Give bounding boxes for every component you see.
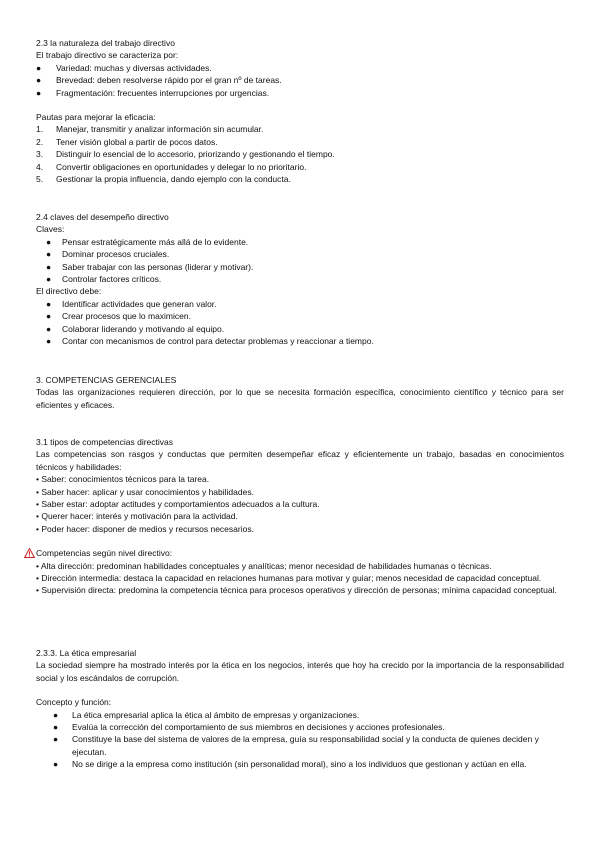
- section-heading: 2.3 la naturaleza del trabajo directivo: [36, 38, 175, 48]
- list-item: ● No se dirige a la empresa como institución (sin personalidad moral), sino a los individuos que gestionan y actúan en ella.: [36, 758, 564, 770]
- bullet-icon: ●: [53, 759, 59, 770]
- section-heading: 2.4 claves del desempeño directivo: [36, 212, 169, 222]
- list-item: ● Crear procesos que lo maximicen.: [36, 310, 564, 322]
- bullet-icon: ●: [53, 709, 59, 720]
- list-item: • Querer hacer: interés y motivación para la actividad.: [36, 511, 238, 522]
- paragraph: Claves:: [36, 224, 65, 235]
- paragraph: Las competencias son rasgos y conductas que permiten desempeñar eficaz y eficientemente un trabajo, basadas en conocimientos técnicos y habilidades:: [36, 449, 564, 472]
- list-item: • Saber: conocimientos técnicos para la tarea.: [36, 474, 210, 485]
- list-item: • Supervisión directa: predomina la competencia técnica para procesos operativos y dirección de personas; mínima capacidad conceptual.: [36, 585, 557, 596]
- paragraph: La sociedad siempre ha mostrado interés por la ética en los negocios, interés que hoy ha crecido por la importancia de la responsabilidad social y los escándalos de corrupción.: [36, 660, 564, 683]
- list-item: • Alta dirección: predominan habilidades conceptuales y analíticas; menor necesidad de habilidades humanas o técnicas.: [36, 560, 492, 571]
- list-item: ● Dominar procesos cruciales.: [36, 248, 564, 260]
- list-item: 5. Gestionar la propia influencia, dando ejemplo con la conducta.: [36, 174, 291, 185]
- list-item: ● Pensar estratégicamente más allá de lo evidente.: [36, 236, 564, 248]
- bullet-icon: ●: [46, 336, 52, 347]
- list-item: • Dirección intermedia: destaca la capacidad en relaciones humanas para motivar y guiar; menos necesidad de capacidad conceptual.: [36, 573, 542, 584]
- list-item: • Saber hacer: aplicar y usar conocimientos y habilidades.: [36, 486, 254, 497]
- section-naturaleza: [36, 37, 564, 185]
- bullet-icon: ●: [46, 274, 52, 285]
- bullet-icon: ●: [36, 75, 42, 86]
- warning-icon: [24, 548, 35, 558]
- bullet-icon: ●: [46, 323, 52, 334]
- bullet-icon: ●: [53, 722, 59, 733]
- list-item: 4. Convertir obligaciones en oportunidades y delegar lo no prioritario.: [36, 161, 307, 172]
- section-competencias: [36, 374, 564, 411]
- list-item: 1. Manejar, transmitir y analizar información sin acumular.: [36, 124, 264, 135]
- list-item: ● Saber trabajar con las personas (liderar y motivar).: [36, 261, 564, 273]
- bullet-icon: ●: [46, 298, 52, 309]
- bullet-icon: ●: [36, 87, 42, 98]
- list-item: ● Identificar actividades que generan valor.: [36, 298, 564, 310]
- section-tipos-competencias: [36, 436, 564, 597]
- paragraph: Competencias según nivel directivo:: [36, 547, 564, 559]
- section-etica-empresarial: [36, 647, 564, 771]
- section-heading: 3. COMPETENCIAS GERENCIALES: [36, 375, 177, 385]
- bullet-icon: ●: [46, 249, 52, 260]
- paragraph: El directivo debe:: [36, 286, 102, 297]
- paragraph: El trabajo directivo se caracteriza por:: [36, 50, 179, 61]
- paragraph: Todas las organizaciones requieren dirección, por lo que se necesita formación específica, conocimiento científico y técnico para ser eficientes y eficaces.: [36, 387, 564, 410]
- bullet-icon: ●: [46, 311, 52, 322]
- section-heading: 3.1 tipos de competencias directivas: [36, 437, 174, 447]
- section-claves: [36, 211, 564, 347]
- list-item: • Saber estar: adoptar actitudes y comportamientos adecuados a la cultura.: [36, 499, 320, 510]
- paragraph: Pautas para mejorar la eficacia:: [36, 112, 156, 123]
- bullet-icon: ●: [46, 261, 52, 272]
- bullet-icon: ●: [46, 236, 52, 247]
- list-item: ● Variedad: muchas y diversas actividades.: [36, 62, 212, 73]
- list-item: 2. Tener visión global a partir de pocos datos.: [36, 136, 218, 147]
- list-item: ● Evalúa la corrección del comportamiento de sus miembros en decisiones y acciones profesionales.: [36, 721, 564, 733]
- list-item: • Poder hacer: disponer de medios y recursos necesarios.: [36, 523, 254, 534]
- list-item: ● Constituye la base del sistema de valores de la empresa, guía su responsabilidad social y la conducta de quienes deciden y ejecutan.: [36, 733, 564, 758]
- list-item: ● Controlar factores críticos.: [36, 273, 564, 285]
- list-item: 3. Distinguir lo esencial de lo accesorio, priorizando y gestionando el tiempo.: [36, 149, 335, 160]
- list-item: ● La ética empresarial aplica la ética al ámbito de empresas y organizaciones.: [36, 709, 564, 721]
- list-item: ● Contar con mecanismos de control para detectar problemas y reaccionar a tiempo.: [36, 335, 564, 347]
- list-item: ● Fragmentación: frecuentes interrupciones por urgencias.: [36, 87, 270, 98]
- paragraph: Concepto y función:: [36, 697, 112, 708]
- section-heading: 2.3.3. La ética empresarial: [36, 648, 137, 658]
- list-item: ● Colaborar liderando y motivando al equipo.: [36, 323, 564, 335]
- bullet-icon: ●: [53, 734, 59, 745]
- bullet-icon: ●: [36, 62, 42, 73]
- list-item: ● Brevedad: deben resolverse rápido por el gran nº de tareas.: [36, 75, 282, 86]
